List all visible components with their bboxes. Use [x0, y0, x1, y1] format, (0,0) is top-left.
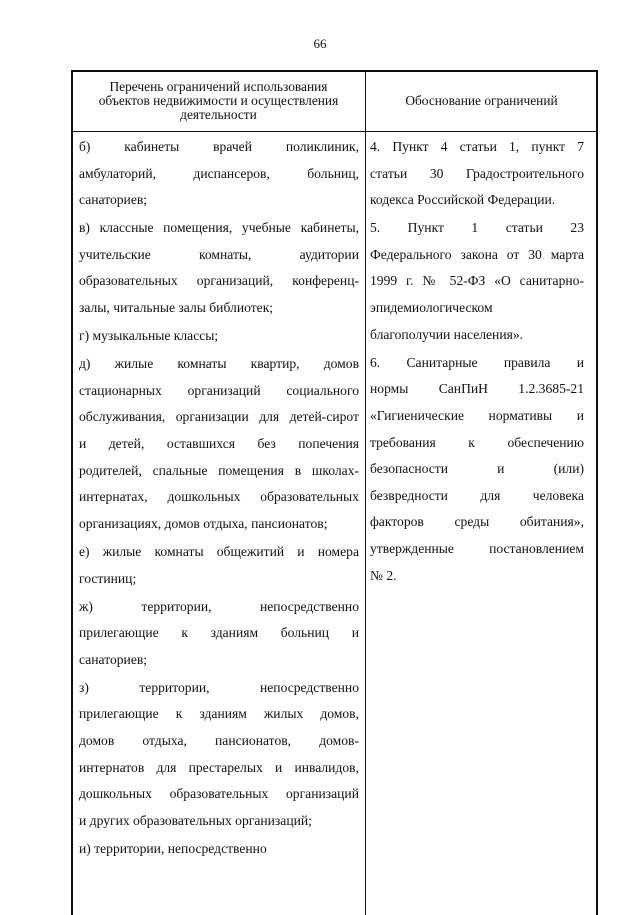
left-header-line: Перечень ограничений использования: [109, 79, 328, 94]
restriction-item: [79, 675, 359, 835]
table-column-divider: [365, 70, 366, 915]
text-line: эпидемиологическом: [370, 300, 493, 316]
restriction-item: [79, 836, 359, 863]
restriction-item: [79, 215, 359, 321]
text-line: кодекса Российской Федерации.: [370, 192, 556, 208]
restriction-item: [79, 594, 359, 674]
text-line: е) жилые комнаты общежитий и номера: [79, 543, 359, 559]
text-line: нормы СанПиН 1.2.3685-21: [370, 381, 584, 397]
text-line: требования к обеспечению: [370, 434, 584, 450]
table-left-border: [71, 70, 73, 915]
table-right-border: [596, 70, 598, 915]
left-header-line: объектов недвижимости и осуществления: [98, 93, 339, 108]
restriction-item: [79, 323, 359, 350]
text-line: дошкольных образовательных организаций: [79, 786, 359, 802]
text-line: интернатов для престарелых и инвалидов,: [79, 759, 359, 775]
text-line: учительские комнаты, аудитории: [79, 246, 359, 262]
text-line: статьи 30 Градостроительного: [370, 165, 584, 181]
left-column-body: [79, 134, 359, 864]
text-line: санаториев;: [79, 651, 148, 667]
text-line: 5. Пункт 1 статьи 23: [370, 220, 584, 236]
text-line: прилегающие к зданиям больниц и: [79, 625, 359, 641]
justification-item: [370, 134, 584, 214]
right-column-header: Обоснование ограничений: [405, 93, 558, 108]
text-line: ж) территории, непосредственно: [79, 598, 359, 614]
text-line: обслуживания, организации для детей-сирот: [79, 409, 359, 425]
text-line: интернатах, дошкольных образовательных: [79, 489, 359, 505]
text-line: и детей, оставшихся без попечения: [79, 436, 359, 452]
text-line: и других образовательных организаций;: [79, 812, 312, 828]
text-line: стационарных организаций социального: [79, 382, 359, 398]
text-line: организациях, домов отдыха, пансионатов;: [79, 515, 328, 531]
text-line: гостиниц;: [79, 570, 137, 586]
text-line: безопасности и (или): [370, 461, 584, 477]
text-line: 6. Санитарные правила и: [370, 354, 584, 370]
text-line: родителей, спальные помещения в школах-: [79, 462, 359, 478]
table-header-divider: [71, 131, 597, 132]
text-line: образовательных организаций, конференц-: [79, 273, 359, 289]
text-line: факторов среды обитания»,: [370, 514, 584, 530]
restriction-item: [79, 134, 359, 214]
text-line: безвредности для человека: [370, 487, 584, 503]
text-line: благополучии населения».: [370, 326, 524, 342]
left-column-header: [72, 80, 365, 122]
restriction-item: [79, 351, 359, 537]
text-line: № 2.: [370, 567, 397, 583]
text-line: домов отдыха, пансионатов, домов-: [79, 733, 359, 749]
table-top-border: [71, 70, 597, 72]
text-line: залы, читальные залы библиотек;: [79, 300, 274, 316]
text-line: и) территории, непосредственно: [79, 840, 267, 856]
text-line: 4. Пункт 4 статьи 1, пункт 7: [370, 139, 584, 154]
text-line: г) музыкальные классы;: [79, 328, 219, 344]
text-line: 1999 г. № 52-ФЗ «О санитарно-: [370, 273, 584, 289]
justification-item: [370, 350, 584, 589]
text-line: б) кабинеты врачей поликлиник,: [79, 139, 359, 154]
text-line: утвержденные постановлением: [370, 540, 584, 556]
text-line: «Гигиенические нормативы и: [370, 407, 584, 423]
page-number: 66: [313, 36, 327, 51]
text-line: д) жилые комнаты квартир, домов: [79, 356, 359, 372]
text-line: з) территории, непосредственно: [79, 679, 359, 695]
right-column-body: [370, 134, 584, 591]
text-line: прилегающие к зданиям жилых домов,: [79, 706, 359, 722]
text-line: амбулаторий, диспансеров, больниц,: [79, 165, 359, 181]
text-line: санаториев;: [79, 192, 148, 208]
text-line: Федерального закона от 30 марта: [370, 246, 584, 262]
left-header-line: деятельности: [180, 107, 257, 122]
justification-item: [370, 215, 584, 348]
text-line: в) классные помещения, учебные кабинеты,: [79, 220, 359, 236]
restriction-item: [79, 539, 359, 592]
